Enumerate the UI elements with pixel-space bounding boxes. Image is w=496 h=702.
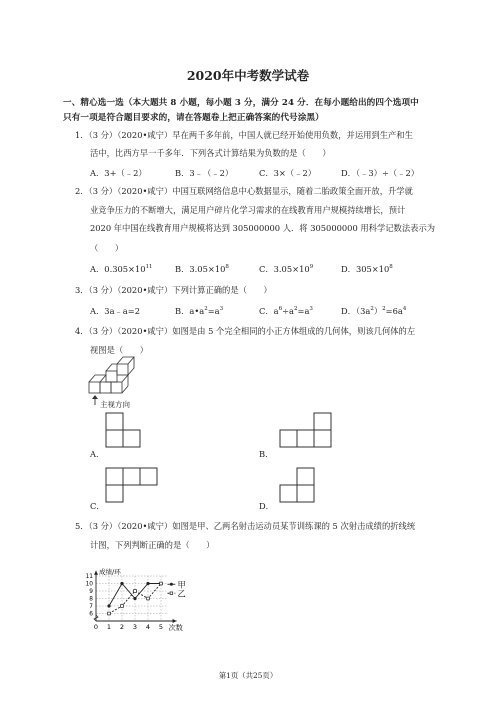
q2-option-b: B．$3.05\times 10^8$ [175, 264, 229, 274]
q3-line1: 3．（3 分）（2020•咸宁）下列计算正确的是（ ） [75, 285, 272, 295]
q2-line3: 2020 年中国在线教育用户规模将达到 305000000 人．将 305000000 用科学记数法表示为 [90, 223, 436, 233]
q1-option-d: D．（﹣3）÷（﹣2） [341, 168, 420, 178]
q2-line1: 2．（3 分）（2020•咸宁）中国互联网络信息中心数据显示，随着二胎政策全面开放，升学就 [75, 186, 413, 196]
q1-option-b: B．3﹣（﹣2） [175, 168, 234, 178]
x-tick-label: 0 [93, 623, 99, 631]
y-tick-label: 10 [85, 581, 93, 588]
data-point [121, 605, 124, 608]
y-tick-label: 8 [89, 596, 93, 603]
y-axis-label: 成绩/环 [99, 567, 121, 576]
q3-option-a: A．3a﹣a=2 [90, 306, 140, 316]
view-direction-label: 主视方向 [100, 400, 130, 409]
x-tick-label: 5 [158, 623, 164, 631]
q4-line1: 4．（3 分）（2020•咸宁）如图是由 5 个完全相同的小正方体组成的几何体，则该几何体的左 [75, 326, 416, 336]
page-footer: 第1页（共25页） [218, 671, 278, 680]
q3-option-b: B．$a•a^2=a^3$ [175, 306, 224, 316]
line-chart [80, 555, 210, 635]
legend-label: 甲 [177, 580, 186, 590]
x-tick-label: 1 [106, 623, 112, 631]
x-axis-arrow [173, 619, 177, 623]
q2-option-d: D．$305\times 10^8$ [341, 264, 393, 274]
y-tick-label: 9 [89, 589, 93, 595]
q2-option-a: A．$0.305\times 10^{11}$ [90, 264, 153, 274]
q2-line4: （ ） [90, 243, 124, 253]
q1-line2: 活中，比西方早一千多年．下列各式计算结果为负数的是（ ） [90, 148, 331, 158]
page-title: 2020年中考数学试卷 [186, 68, 310, 83]
q2-option-c: C．$3.05\times 10^9$ [259, 264, 314, 274]
data-point [120, 582, 123, 585]
data-point [160, 582, 163, 585]
q4-option-a: A． [90, 449, 105, 459]
q4-option-d: D． [259, 501, 274, 511]
q1-line1: 1．（3 分）（2020•咸宁）早在两千多年前，中国人就已经开始使用负数，并运用到生产和生 [75, 130, 413, 140]
q1-option-a: A．3+（﹣2） [90, 168, 147, 178]
q2-line2: 业竞争压力的不断增大，满足用户碎片化学习需求的在线教育用户规模持续增长，预计 [90, 205, 406, 215]
data-point [107, 604, 110, 607]
legend-marker [170, 592, 173, 595]
y-tick-label: 11 [85, 574, 93, 580]
y-tick-label: 6 [89, 611, 93, 618]
y-axis-arrow [94, 571, 98, 575]
x-tick-label: 2 [119, 623, 125, 631]
section-heading-line1: 一、精心选一选（本大题共 8 小题，每小题 3 分，满分 24 分．在每小题给出的四个选项中 [63, 98, 419, 108]
y-tick-label: 7 [89, 604, 93, 610]
q4-line2: 视图是（ ） [90, 345, 149, 355]
q3-option-d: D．$(3a^2)^2=6a^4$ [341, 306, 407, 316]
x-tick-label: 4 [145, 623, 151, 631]
q3-option-c: C．$a^6\div a^2=a^3$ [259, 306, 313, 316]
section-heading-line2: 只有一项是符合题目要求的，请在答题卷上把正确答案的代号涂黑） [63, 113, 324, 123]
q1-option-c: C．3×（﹣2） [259, 168, 317, 178]
q4-option-b: B． [259, 449, 274, 459]
q4-option-c: C． [90, 501, 105, 511]
q5-line2: 计图，下列判断正确的是（ ） [90, 540, 215, 550]
q5-line1: 5．（3 分）（2020•咸宁）如图是甲、乙两名射击运动员某节训练课的 5 次射击成绩的折线统 [75, 521, 416, 531]
data-point [134, 590, 137, 593]
data-point [133, 597, 136, 600]
x-axis-label: 次数 [168, 624, 183, 632]
legend-label: 乙 [177, 589, 186, 599]
legend-marker [170, 583, 173, 586]
data-point [147, 597, 150, 600]
data-point [146, 582, 149, 585]
data-point [108, 612, 111, 615]
x-tick-label: 3 [132, 623, 138, 631]
